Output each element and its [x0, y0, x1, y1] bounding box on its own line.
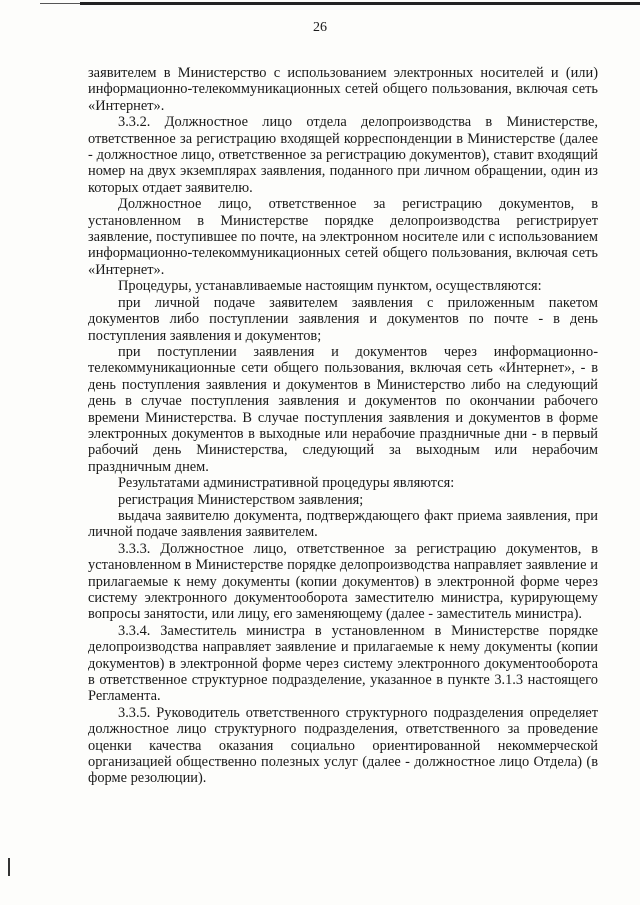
paragraph-procedures-electronic: при поступлении заявления и документов через информационно-телекоммуникационные сети общего пользования, включая сеть «Интернет», - в день поступления заявления и документов в Министерство либо на следующий день в случае поступления заявления и документов по окончании рабочего времени Министерства. В случае поступления заявления и документов в форме электронных документов в выходные или нерабочие праздничные дни - в первый рабочий день Министерства, следующий за выходным или нерабочим праздничным днем. [88, 343, 598, 475]
paragraph-result-issuance: выдача заявителю документа, подтверждающего факт приема заявления, при личной подаче заявления заявителем. [88, 507, 598, 541]
paragraph-registration-official: Должностное лицо, ответственное за регистрацию документов, в установленном в Министерстве порядке делопроизводства регистрирует заявление, поступившее по почте, на электронном носителе или с использованием информационно-телекоммуникационных сетей общего пользования, включая сеть «Интернет». [88, 196, 598, 278]
scan-top-edge [80, 2, 640, 5]
scan-top-edge-left [40, 3, 80, 4]
paragraph-result-registration: регистрация Министерством заявления; [118, 491, 364, 508]
paragraph-results-intro: Результатами административной процедуры являются: [118, 475, 455, 492]
paragraph-clause-3-3-3: 3.3.3. Должностное лицо, ответственное за регистрацию документов, в установленном в Министерстве порядке делопроизводства направляет заявление и прилагаемые к нему документы (копии документов) в электронной форме через систему электронного документооборота заместителю министра, курирующему вопросы занятости, или лицу, его заменяющему (далее - заместитель министра). [88, 540, 598, 623]
document-body [88, 65, 598, 787]
paragraph-procedures-in-person: при личной подаче заявителем заявления с приложенным пакетом документов либо поступлении заявления и документов по почте - в день поступления заявления и документов; [88, 294, 598, 344]
paragraph-clause-3-3-5: 3.3.5. Руководитель ответственного структурного подразделения определяет должностное лицо структурного подразделения, ответственного за проведение оценки качества оказания социально ориентированной некоммерческой организацией общественно полезных услуг (далее - должностное лицо Отдела) (в форме резолюции). [88, 704, 598, 787]
paragraph-clause-3-3-4: 3.3.4. Заместитель министра в установленном в Министерстве порядке делопроизводства направляет заявление и прилагаемые к нему документы (копии документов) в электронной форме через систему электронного документооборота в ответственное структурное подразделение, указанное в пункте 3.1.3 настоящего Регламента. [88, 622, 598, 705]
paragraph-procedures-intro: Процедуры, устанавливаемые настоящим пунктом, осуществляются: [118, 278, 542, 295]
paragraph-clause-3-3-2: 3.3.2. Должностное лицо отдела делопроизводства в Министерстве, ответственное за регистрацию входящей корреспонденции в Министерстве (далее - должностное лицо, ответственное за регистрацию документов), ставит входящий номер на двух экземплярах заявления, поданного при личном обращении, один из которых отдает заявителю. [88, 114, 598, 196]
scan-margin-mark [8, 858, 10, 876]
page-number: 26 [313, 20, 327, 35]
paragraph-continuation: заявителем в Министерство с использованием электронных носителей и (или) информационно-телекоммуникационных сетей общего пользования, включая сеть «Интернет». [88, 65, 598, 114]
